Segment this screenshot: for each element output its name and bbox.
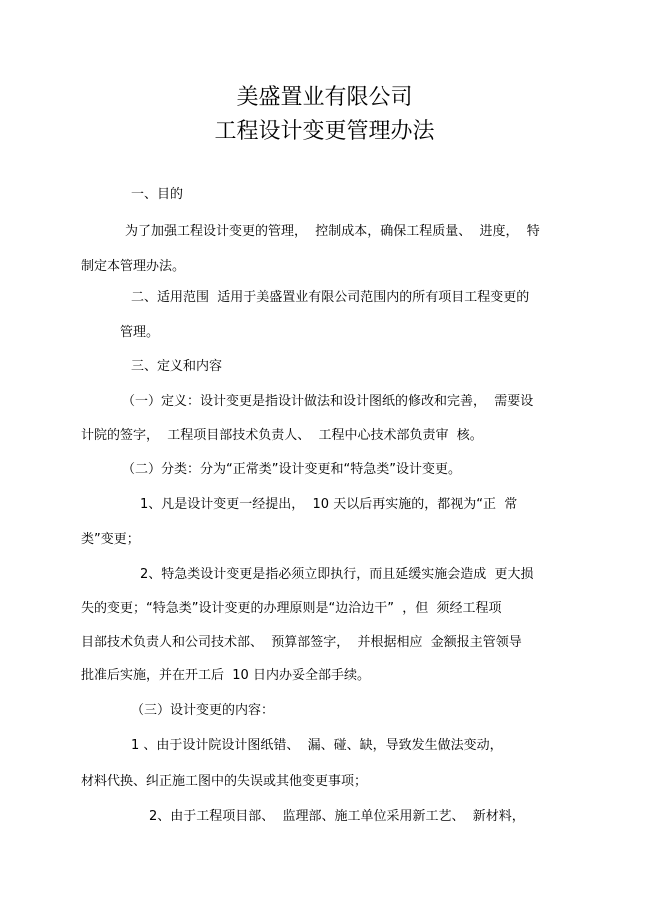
section-1-line-1: 为了加强工程设计变更的管理， 控制成本，确保工程质量、 进度， 特 (125, 224, 540, 239)
class-item-1-line-1: 1、凡是设计变更一经提出， 10 天以后再实施的，都视为“正 常 (140, 497, 518, 512)
class-item-2-line-2: 失的变更；“特急类”设计变更的办理原则是“边洽边干” ，但 须经工程项 (81, 601, 502, 616)
definition-line-1: （一）定义：设计变更是指设计做法和设计图纸的修改和完善， 需要设 (122, 394, 534, 409)
section-2-line-1: 二、适用范围 适用于美盛置业有限公司范围内的所有项目工程变更的 (131, 290, 530, 305)
section-2-line-2: 管理。 (120, 325, 160, 340)
definition-line-2: 计院的签字， 工程项目部技术负责人、 工程中心技术部负责审 核。 (81, 428, 483, 443)
class-item-2-line-3: 目部技术负责人和公司技术部、 预算部签字， 并根据相应 金额报主管领导 (81, 635, 522, 650)
content-item-1-line-1: 1 、由于设计院设计图纸错、 漏、碰、缺，导致发生做法变动， (131, 738, 503, 753)
content-item-2-line-1: 2、由于工程项目部、 监理部、施工单位采用新工艺、 新材料， (149, 809, 525, 824)
section-3-heading: 三、定义和内容 (131, 359, 223, 374)
section-1-heading: 一、目的 (131, 187, 184, 202)
class-item-1-line-2: 类”变更； (81, 532, 140, 547)
content-heading: （三）设计变更的内容： (131, 703, 275, 718)
document-title: 工程设计变更管理办法 (214, 119, 435, 144)
class-item-2-line-4: 批准后实施，并在开工后 10 日内办妥全部手续。 (81, 668, 370, 683)
content-item-1-line-2: 材料代换、纠正施工图中的失误或其他变更事项； (81, 774, 368, 789)
classification-line: （二）分类：分为“正常类”设计变更和“特急类”设计变更。 (122, 462, 461, 477)
section-1-line-2: 制定本管理办法。 (81, 259, 186, 274)
company-name: 美盛置业有限公司 (236, 85, 413, 110)
class-item-2-line-1: 2、特急类设计变更是指必须立即执行，而且延缓实施会造成 更大损 (140, 567, 534, 582)
